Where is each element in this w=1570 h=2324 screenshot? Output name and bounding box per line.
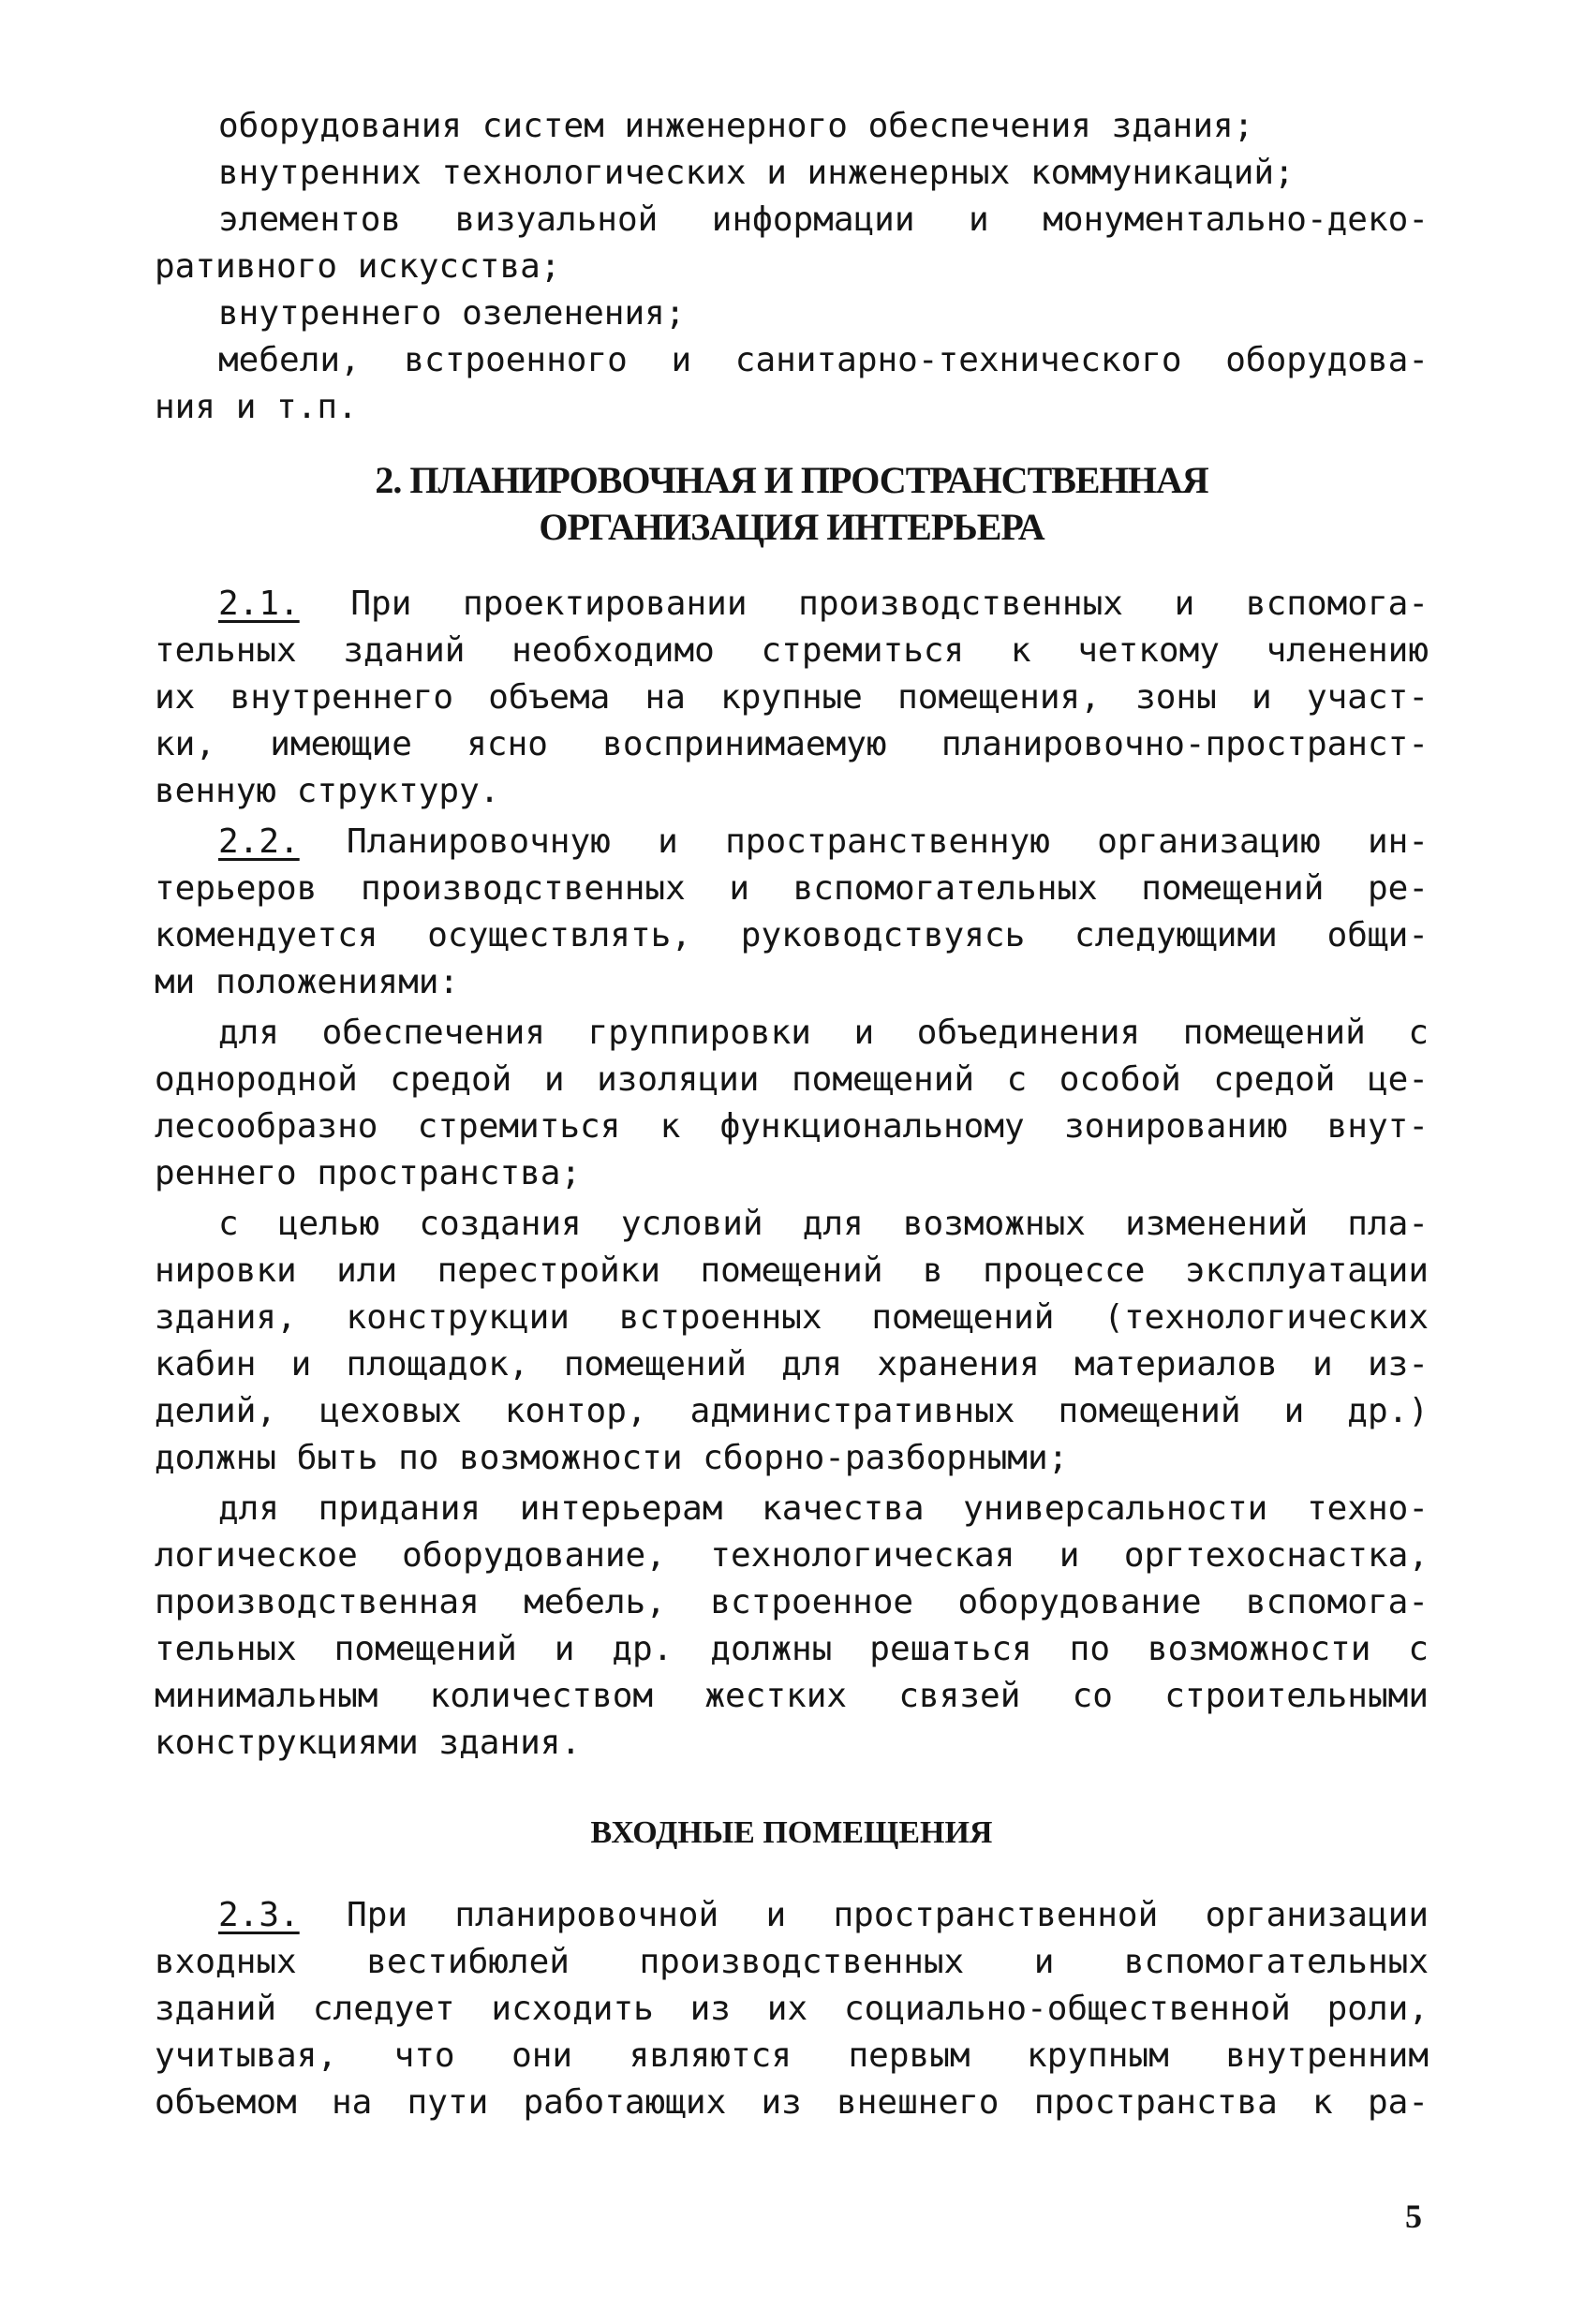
text-line: комендуется осуществлять, руководствуясь следующими общи- [155, 916, 1429, 955]
text-line: оборудования систем инженерного обеспечения здания; [218, 107, 1254, 145]
paragraph-2-1 [155, 581, 1429, 815]
text-line: объемом на пути работающих из внешнего пространства к ра- [155, 2083, 1429, 2122]
text-fragment: При планировочной и пространственной организации [299, 1896, 1429, 1934]
page-number: 5 [1405, 2198, 1422, 2235]
text-line [155, 819, 1429, 866]
text-line: их внутреннего объема на крупные помещения, зоны и участ- [155, 678, 1429, 717]
text-line: кабин и площадок, помещений для хранения материалов и из- [155, 1345, 1429, 1384]
text-line: здания, конструкции встроенных помещений (технологических [155, 1298, 1429, 1337]
text-line: ми положениями: [155, 963, 460, 1001]
text-fragment: При проектировании производственных и вспомога- [299, 585, 1429, 623]
text-line: делий, цеховых контор, административных помещений и др.) [155, 1392, 1429, 1430]
paragraph-2-2-a [155, 1010, 1429, 1197]
list-item [155, 103, 1429, 150]
text-line: зданий следует исходить из их социально-общественной роли, [155, 1990, 1429, 2028]
text-line: конструкциями здания. [155, 1724, 582, 1762]
paragraph-2-2 [155, 819, 1429, 1006]
text-line: ния и т.п. [155, 388, 358, 426]
paragraph-number: 2.2. [218, 822, 300, 861]
text-line: нировки или перестройки помещений в процессе эксплуатации [155, 1251, 1429, 1290]
text-line: лесообразно стремиться к функциональному зонированию внут- [155, 1107, 1429, 1146]
list-item [155, 197, 1429, 290]
text-line: реннего пространства; [155, 1154, 582, 1192]
text-line: для придания интерьерам качества универсальности техно- [218, 1489, 1429, 1528]
list-item [155, 337, 1429, 431]
text-line: терьеров производственных и вспомогательных помещений ре- [155, 869, 1429, 908]
text-line: с целью создания условий для возможных изменений пла- [218, 1205, 1429, 1243]
text-line: венную структуру. [155, 772, 500, 810]
text-line: логическое оборудование, технологическая и оргтехоснастка, [155, 1536, 1429, 1575]
list-item [155, 290, 1429, 337]
text-line: для обеспечения группировки и объединения помещений с [218, 1014, 1429, 1052]
section-heading-line: ОРГАНИЗАЦИЯ ИНТЕРЬЕРА [539, 506, 1044, 548]
paragraph-2-2-b [155, 1201, 1429, 1482]
text-line: элементов визуальной информации и монументально-деко- [218, 200, 1429, 239]
text-line: мебели, встроенного и санитарно-технического оборудова- [218, 341, 1429, 379]
section-heading [155, 457, 1429, 551]
text-fragment: Планировочную и пространственную организацию ин- [299, 822, 1429, 861]
paragraph-2-3 [155, 1892, 1429, 2126]
text-line: тельных помещений и др. должны решаться по возможности с [155, 1630, 1429, 1668]
paragraph-2-2-c [155, 1486, 1429, 1767]
text-line: внутреннего озеленения; [218, 294, 686, 333]
text-line: однородной средой и изоляции помещений с особой средой це- [155, 1060, 1429, 1099]
section-heading-line: 2. ПЛАНИРОВОЧНАЯ И ПРОСТРАНСТВЕННАЯ [375, 459, 1208, 501]
text-line: тельных зданий необходимо стремиться к четкому членению [155, 631, 1429, 670]
text-line: учитывая, что они являются первым крупным внутренним [155, 2036, 1429, 2075]
text-line: внутренних технологических и инженерных коммуникаций; [218, 154, 1295, 192]
text-line: минимальным количеством жестких связей со строительными [155, 1677, 1429, 1715]
list-item [155, 150, 1429, 197]
text-line: ративного искусства; [155, 247, 561, 286]
document-page [155, 103, 1429, 2257]
text-line [155, 1892, 1429, 1939]
text-line: должны быть по возможности сборно-разборными; [155, 1439, 1069, 1477]
text-line: производственная мебель, встроенное оборудование вспомога- [155, 1583, 1429, 1621]
paragraph-number: 2.1. [218, 585, 300, 623]
text-line [155, 581, 1429, 628]
text-line: входных вестибюлей производственных и вспомогательных [155, 1943, 1429, 1981]
paragraph-number: 2.3. [218, 1896, 300, 1934]
text-line: ки, имеющие ясно воспринимаемую планировочно-пространст- [155, 725, 1429, 763]
subsection-heading: ВХОДНЫЕ ПОМЕЩЕНИЯ [590, 1815, 993, 1850]
